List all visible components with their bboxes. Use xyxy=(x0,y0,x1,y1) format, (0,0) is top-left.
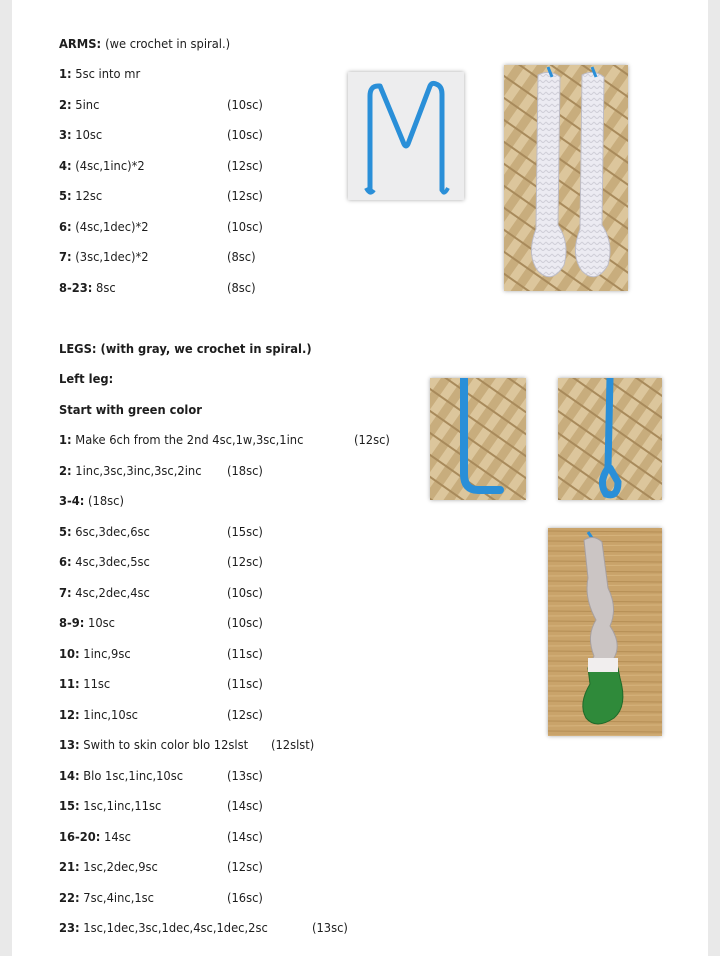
pattern-row xyxy=(59,768,183,784)
row-number: 12: xyxy=(59,706,80,722)
row-instruction: 1sc,1inc,11sc xyxy=(83,798,162,813)
row-instruction: (4sc,1inc)*2 xyxy=(75,157,145,173)
row-stitch-count: (12sc) xyxy=(227,188,263,203)
row-number: 1: xyxy=(59,432,72,447)
pattern-row xyxy=(59,890,154,906)
row-number: 3-4: xyxy=(59,493,85,508)
row-stitch-count: (16sc) xyxy=(227,889,263,905)
row-number: 3: xyxy=(59,127,72,142)
row-stitch-count: (8sc) xyxy=(227,279,256,295)
row-number: 4: xyxy=(59,157,72,173)
pattern-row xyxy=(59,188,102,204)
pattern-page xyxy=(12,0,708,956)
row-stitch-count: (11sc) xyxy=(227,676,263,691)
row-stitch-count: (12sc) xyxy=(227,859,263,874)
row-stitch-count: (11sc) xyxy=(227,645,263,661)
row-instruction: 12sc xyxy=(75,188,103,203)
pattern-row xyxy=(59,249,149,265)
row-stitch-count: (15sc) xyxy=(227,523,263,539)
row-number: 6: xyxy=(59,218,72,234)
pattern-row xyxy=(59,219,149,235)
row-instruction: (18sc) xyxy=(88,493,124,508)
leg-wire-photo-1 xyxy=(430,378,526,500)
row-number: 7: xyxy=(59,584,72,600)
pattern-row xyxy=(59,707,138,723)
row-stitch-count: (12sc) xyxy=(354,432,390,447)
row-instruction: (4sc,1dec)*2 xyxy=(75,218,149,234)
pattern-row xyxy=(59,554,150,570)
row-stitch-count: (18sc) xyxy=(227,462,263,478)
row-stitch-count: (12sc) xyxy=(227,554,263,569)
leg-wire-photo-2 xyxy=(558,378,662,500)
left-leg-label: Left leg: xyxy=(59,371,114,386)
row-number: 22: xyxy=(59,889,80,905)
row-instruction: 4sc,2dec,4sc xyxy=(75,584,150,600)
row-stitch-count: (14sc) xyxy=(227,798,263,813)
pattern-row xyxy=(59,432,303,448)
row-instruction: 8sc xyxy=(96,279,116,295)
row-instruction: Blo 1sc,1inc,10sc xyxy=(83,767,184,783)
row-instruction: 7sc,4inc,1sc xyxy=(83,889,154,905)
crocheted-leg-photo xyxy=(548,528,662,736)
row-number: 7: xyxy=(59,249,72,264)
start-color-label: Start with green color xyxy=(59,402,202,417)
pattern-row xyxy=(59,66,140,82)
row-stitch-count: (12sc) xyxy=(227,706,263,722)
pattern-row xyxy=(59,829,131,845)
row-number: 8-23: xyxy=(59,279,93,295)
row-instruction: (3sc,1dec)*2 xyxy=(75,249,149,264)
pattern-row xyxy=(59,524,150,540)
row-stitch-count: (13sc) xyxy=(312,920,348,935)
row-number: 14: xyxy=(59,767,80,783)
row-number: 11: xyxy=(59,676,80,691)
pattern-row xyxy=(59,920,268,936)
pattern-row xyxy=(59,280,116,296)
row-instruction: 1inc,10sc xyxy=(83,706,139,722)
row-instruction: 1inc,3sc,3inc,3sc,2inc xyxy=(75,462,202,478)
pattern-row xyxy=(59,585,150,601)
pattern-row xyxy=(59,127,102,143)
pattern-row xyxy=(59,615,115,631)
row-number: 1: xyxy=(59,66,72,81)
row-number: 16-20: xyxy=(59,828,101,844)
pattern-row xyxy=(59,646,131,662)
pattern-row xyxy=(59,859,158,875)
arms-heading: ARMS: (we crochet in spiral.) xyxy=(59,36,231,51)
row-stitch-count: (12sc) xyxy=(227,157,263,173)
pattern-row xyxy=(59,97,99,113)
row-instruction: 5sc into mr xyxy=(75,66,141,81)
row-instruction: 10sc xyxy=(75,127,103,142)
row-instruction: 11sc xyxy=(83,676,111,691)
row-instruction: 1inc,9sc xyxy=(83,645,131,661)
arm-wire-photo xyxy=(348,72,464,200)
row-instruction: Swith to skin color blo 12slst xyxy=(83,737,249,752)
row-number: 2: xyxy=(59,462,72,478)
pattern-row xyxy=(59,798,161,814)
pattern-row xyxy=(59,676,110,692)
row-instruction: Make 6ch from the 2nd 4sc,1w,3sc,1inc xyxy=(75,432,304,447)
pattern-row xyxy=(59,158,145,174)
pattern-row xyxy=(59,463,202,479)
row-stitch-count: (10sc) xyxy=(227,127,263,142)
row-number: 6: xyxy=(59,554,72,569)
row-instruction: 14sc xyxy=(104,828,132,844)
row-stitch-count: (10sc) xyxy=(227,96,263,112)
row-number: 13: xyxy=(59,737,80,752)
row-stitch-count: (14sc) xyxy=(227,828,263,844)
row-number: 5: xyxy=(59,188,72,203)
row-number: 2: xyxy=(59,96,72,112)
row-number: 8-9: xyxy=(59,615,85,630)
row-number: 15: xyxy=(59,798,80,813)
row-instruction: 10sc xyxy=(88,615,116,630)
legs-heading: LEGS: (with gray, we crochet in spiral.) xyxy=(59,341,312,356)
row-stitch-count: (10sc) xyxy=(227,615,263,630)
pattern-row xyxy=(59,737,248,753)
row-stitch-count: (8sc) xyxy=(227,249,256,264)
row-number: 10: xyxy=(59,645,80,661)
pattern-row xyxy=(59,493,124,509)
row-number: 23: xyxy=(59,920,80,935)
row-stitch-count: (10sc) xyxy=(227,218,263,234)
row-instruction: 4sc,3dec,5sc xyxy=(75,554,150,569)
row-instruction: 5inc xyxy=(75,96,100,112)
row-stitch-count: (10sc) xyxy=(227,584,263,600)
row-number: 5: xyxy=(59,523,72,539)
row-instruction: 1sc,1dec,3sc,1dec,4sc,1dec,2sc xyxy=(83,920,268,935)
crocheted-arms-photo xyxy=(504,65,628,291)
row-instruction: 1sc,2dec,9sc xyxy=(83,859,158,874)
row-number: 21: xyxy=(59,859,80,874)
row-stitch-count: (13sc) xyxy=(227,767,263,783)
row-instruction: 6sc,3dec,6sc xyxy=(75,523,150,539)
row-stitch-count: (12slst) xyxy=(271,737,315,752)
